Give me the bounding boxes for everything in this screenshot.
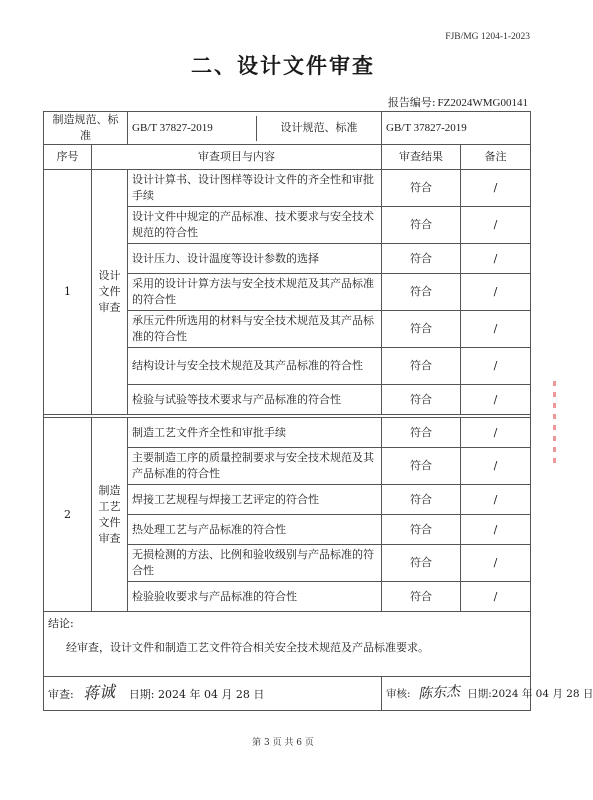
review-item: 设计文件中规定的产品标准、技术要求与安全技术规范的符合性: [128, 207, 382, 244]
approver-date: 2024 年 04 月 28 日: [491, 688, 593, 700]
group-number: 1: [44, 170, 92, 415]
review-item: 设计压力、设计温度等设计参数的选择: [128, 244, 382, 274]
review-remark: /: [461, 545, 531, 582]
reviewer-date: 2024 年 04 月 28 日: [157, 687, 265, 701]
review-item: 设计计算书、设计图样等设计文件的齐全性和审批手续: [128, 170, 382, 207]
review-result: 符合: [382, 582, 461, 612]
review-remark: /: [461, 348, 531, 385]
approver-cell: [382, 677, 593, 711]
review-result: 符合: [382, 448, 461, 485]
manufacturing-spec-label: 制造规范、标准: [44, 112, 128, 145]
review-remark: /: [461, 385, 531, 415]
manufacturing-spec-value: GB/T 37827-2019: [128, 116, 257, 141]
col-remark-header: 备注: [461, 145, 531, 170]
approver-signature: 陈东杰: [417, 683, 461, 703]
conclusion-label: 结论:: [48, 617, 74, 630]
page-title: 二、设计文件审查: [191, 54, 375, 78]
review-remark: /: [461, 274, 531, 311]
review-result: 符合: [382, 244, 461, 274]
review-item: 制造工艺文件齐全性和审批手续: [128, 418, 382, 448]
category-line: 设计: [98, 269, 121, 282]
report-number-value: FZ2024WMG00141: [437, 97, 528, 109]
review-remark: /: [461, 448, 531, 485]
review-result: 符合: [382, 348, 461, 385]
spec-row: [44, 112, 531, 145]
review-remark: /: [461, 170, 531, 207]
review-remark: /: [461, 311, 531, 348]
design-spec-value: GB/T 37827-2019: [382, 112, 531, 145]
review-result: 符合: [382, 485, 461, 515]
review-item: 检验与试验等技术要求与产品标准的符合性: [128, 385, 382, 415]
conclusion-row: [44, 612, 531, 677]
document-number: FJB/MG 1204-1-2023: [445, 32, 530, 42]
category-line: 制造: [98, 483, 121, 497]
approver-date-label: 日期:: [467, 688, 492, 700]
review-remark: /: [461, 207, 531, 244]
review-result: 符合: [382, 311, 461, 348]
design-spec-label: 设计规范、标准: [280, 121, 358, 134]
reviewer-date-label: 日期:: [128, 687, 155, 701]
review-item: 焊接工艺规程与焊接工艺评定的符合性: [128, 485, 382, 515]
group-category: [92, 170, 128, 415]
report-number: [386, 94, 528, 110]
review-item: 承压元件所选用的材料与安全技术规范及其产品标准的符合性: [128, 311, 382, 348]
reviewer-cell: [44, 677, 382, 711]
review-item: 采用的设计计算方法与安全技术规范及其产品标准的符合性: [128, 274, 382, 311]
category-line: 审查: [98, 531, 121, 545]
col-no-header: 序号: [44, 145, 92, 170]
group-number: 2: [44, 418, 92, 612]
review-item: 检验验收要求与产品标准的符合性: [128, 582, 382, 612]
review-item: 热处理工艺与产品标准的符合性: [128, 515, 382, 545]
page-footer: 第 3 页 共 6 页: [252, 738, 314, 748]
review-remark: /: [461, 582, 531, 612]
group-category: [92, 418, 128, 612]
signoff-row: [44, 677, 531, 711]
category-line: 工艺: [98, 499, 121, 513]
review-result: 符合: [382, 385, 461, 415]
review-result: 符合: [382, 418, 461, 448]
review-result: 符合: [382, 515, 461, 545]
category-line: 文件: [98, 515, 121, 529]
conclusion-text: 经审查，设计文件和制造工艺文件符合相关安全技术规范及产品标准要求。: [66, 641, 429, 654]
review-item: 无损检测的方法、比例和验收级别与产品标准的符合性: [128, 545, 382, 582]
category-line: 文件: [98, 285, 121, 298]
review-table: [43, 111, 593, 711]
table-row: [44, 170, 531, 207]
approver-label: 审核:: [386, 688, 411, 700]
review-groups: [44, 170, 531, 612]
col-items-header: 审查项目与内容: [92, 145, 382, 170]
review-item: 主要制造工序的质量控制要求与安全技术规范及其产品标准的符合性: [128, 448, 382, 485]
seal-edge-mark: [552, 375, 558, 465]
review-remark: /: [461, 418, 531, 448]
review-remark: /: [461, 515, 531, 545]
review-result: 符合: [382, 170, 461, 207]
category-line: 审查: [98, 301, 121, 314]
review-remark: /: [461, 244, 531, 274]
review-remark: /: [461, 485, 531, 515]
col-result-header: 审查结果: [382, 145, 461, 170]
reviewer-label: 审查:: [48, 687, 74, 701]
reviewer-signature: 蒋诚: [82, 681, 116, 703]
report-number-label: 报告编号:: [387, 96, 436, 109]
column-header-row: [44, 145, 531, 170]
review-item: 结构设计与安全技术规范及其产品标准的符合性: [128, 348, 382, 385]
table-row: [44, 418, 531, 448]
spec-split-cell: [128, 112, 382, 145]
review-result: 符合: [382, 545, 461, 582]
review-result: 符合: [382, 207, 461, 244]
review-result: 符合: [382, 274, 461, 311]
